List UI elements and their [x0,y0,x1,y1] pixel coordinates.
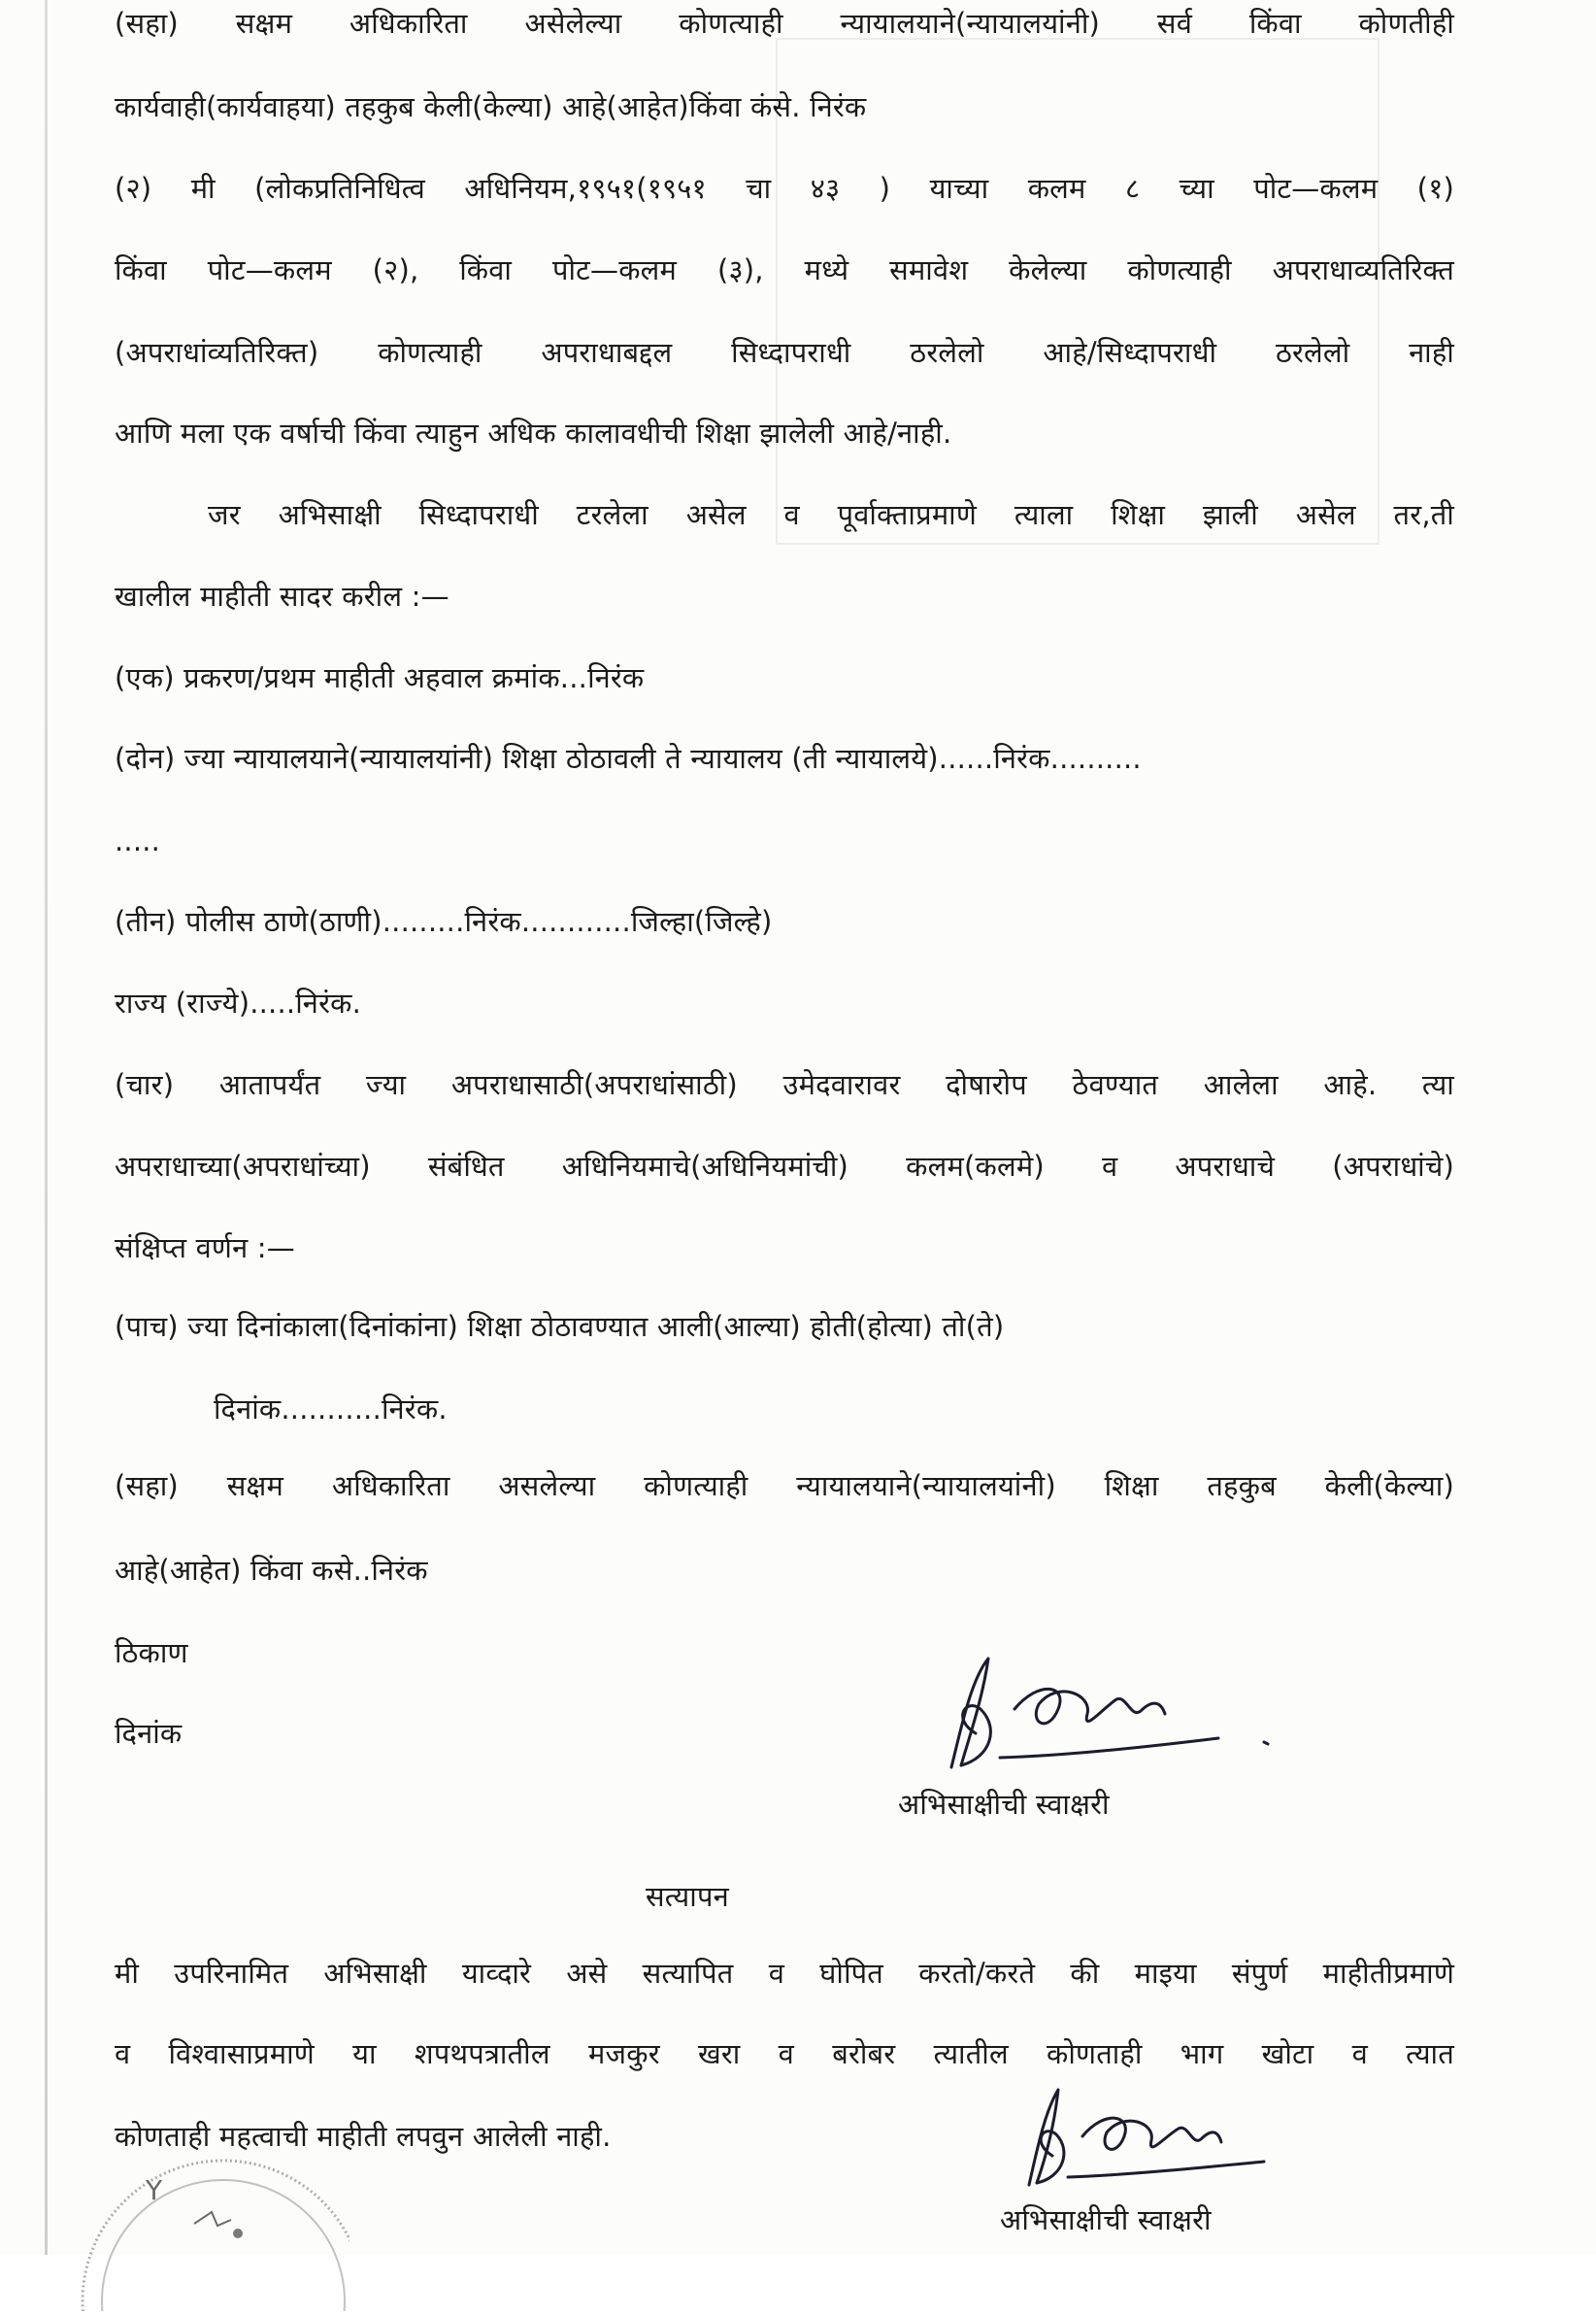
text-line-11: ..... [115,824,161,857]
text-line-1: (सहा) सक्षम अधिकारिता असेलेल्या कोणत्याही न्यायालयाने(न्यायालयांनी) सर्व किंवा कोणतीही [115,7,1454,40]
signature-label-1: अभिसाक्षीची स्वाक्षरी [898,1788,1110,1821]
text-line-2: कार्यवाही(कार्यवाहया) तहकुब केली(केल्या) आहे(आहेत)किंवा कंसे. निरंक [115,90,867,123]
text-line-10: (दोन) ज्या न्यायालयाने(न्यायालयांनी) शिक्षा ठोठावली ते न्यायालय (ती न्यायालये)......निरंक.......... [115,742,1142,775]
text-line-12: (तीन) पोलीस ठाणे(ठाणी).........निरंक............जिल्हा(जिल्हे) [115,905,773,938]
text-line-14: (चार) आतापर्यंत ज्या अपराधासाठी(अपराधांसाठी) उमेदवारावर दोषारोप ठेवण्यात आलेला आहे. त्या [115,1068,1454,1101]
verification-line-1: मी उपरिनामित अभिसाक्षी याव्दारे असे सत्यापित व घोपित करतो/करते की माइया संपुर्ण माहीतीप्रमाणे [115,1957,1454,1990]
text-line-16: संक्षिप्त वर्णन :— [115,1231,295,1264]
text-line-6: आणि मला एक वर्षाची किंवा त्याहुन अधिक कालावधीची शिक्षा झालेली आहे/नाही. [115,417,952,450]
text-line-5: (अपराधांव्यतिरिक्त) कोणत्याही अपराधाबद्दल सिध्दापराधी ठरलेलो आहे/सिध्दापराधी ठरलेलो नाही [115,336,1454,369]
text-line-20: आहे(आहेत) किंवा कसे..निरंक [115,1554,428,1587]
text-line-19: (सहा) सक्षम अधिकारिता असलेल्या कोणत्याही न्यायालयाने(न्यायालयांनी) शिक्षा तहकुब केली(केल्या) [115,1469,1454,1502]
signature-label-2: अभिसाक्षीची स्वाक्षरी [1000,2203,1212,2236]
place-label: ठिकाण [115,1636,188,1669]
svg-text:Y: Y [146,2174,163,2206]
date-label: दिनांक [115,1717,183,1750]
text-line-18: दिनांक...........निरंक. [214,1392,448,1426]
verification-title: सत्यापन [646,1880,729,1913]
text-line-15: अपराधाच्या(अपराधांच्या) संबंधित अधिनियमाचे(अधिनियमांची) कलम(कलमे) व अपराधाचे (अपराधांचे) [115,1150,1454,1183]
page-edge-rule [45,0,48,2255]
deponent-signature-1 [922,1641,1272,1791]
verification-line-3: कोणताही महत्वाची माहीती लपवुन आलेली नाही. [115,2120,612,2153]
stamp-paper-show-through [738,19,1417,1427]
deponent-signature-2 [1010,2068,1320,2208]
notary-seal [78,2117,349,2311]
text-line-4: किंवा पोट—कलम (२), किंवा पोट—कलम (३), मध्ये समावेश केलेल्या कोणत्याही अपराधाव्यतिरिक्त [115,253,1454,286]
text-line-8: खालील माहीती सादर करील :— [115,580,449,613]
text-line-3: (२) मी (लोकप्रतिनिधित्व अधिनियम,१९५१(१९५१ चा ४३ ) याच्या कलम ८ च्या पोट—कलम (१) [115,172,1454,205]
text-line-13: राज्य (राज्ये).....निरंक. [115,987,362,1020]
text-line-9: (एक) प्रकरण/प्रथम माहीती अहवाल क्रमांक...निरंक [115,661,645,694]
verification-line-2: व विश्वासाप्रमाणे या शपथपत्रातील मजकुर खरा व बरोबर त्यातील कोणताही भाग खोटा व त्यात [115,2037,1454,2070]
text-line-17: (पाच) ज्या दिनांकाला(दिनांकांना) शिक्षा ठोठावण्यात आली(आल्या) होती(होत्या) तो(ते) [115,1310,1005,1343]
text-line-7: जर अभिसाक्षी सिध्दापराधी टरलेला असेल व पूर्वाक्ताप्रमाणे त्याला शिक्षा झाली असेल तर,ती [208,498,1454,531]
